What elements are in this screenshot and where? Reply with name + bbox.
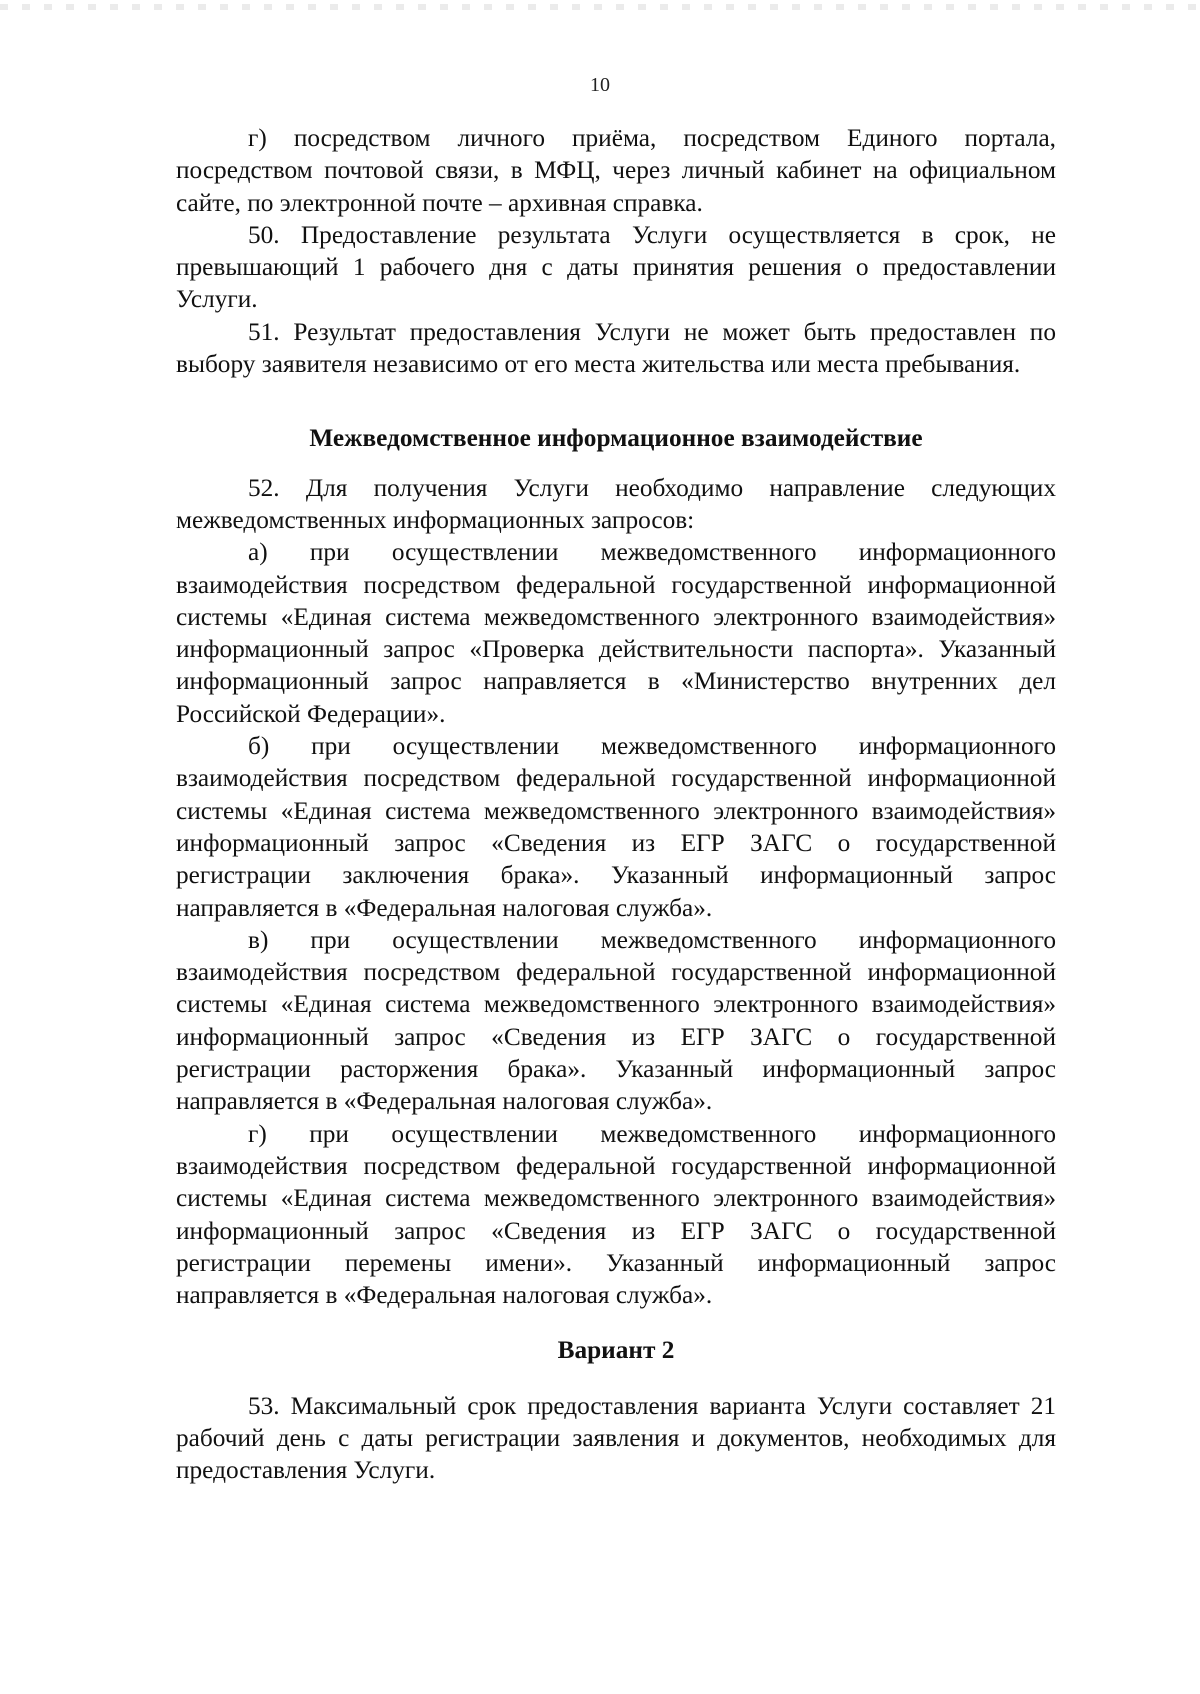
paragraph-50: 50. Предоставление результата Услуги осуществляется в срок, не превышающий 1 рабочего дня с даты принятия решения о предоставлении Услуги. [176,220,1056,314]
paragraph-52g: г) при осуществлении межведомственного информационного взаимодействия посредством федеральной государственной информационной системы «Единая система межведомственного электронного взаимодействия» информационный запрос «Сведения из ЕГР ЗАГС о государственной регистрации перемены имени». Указанный информационный запрос направляется в «Федеральная налоговая служба». [176,1119,1056,1310]
paragraph-52b: б) при осуществлении межведомственного информационного взаимодействия посредством федеральной государственной информационной системы «Единая система межведомственного электронного взаимодействия» информационный запрос «Сведения из ЕГР ЗАГС о государственной регистрации заключения брака». Указанный информационный запрос направляется в «Федеральная налоговая служба». [176,732,1056,922]
paragraph-51: 51. Результат предоставления Услуги не может быть предоставлен по выбору заявителя независимо от его места жительства или места пребывания. [176,317,1056,379]
section-heading-interagency: Межведомственное информационное взаимодействие [309,424,923,453]
paragraph-52a: а) при осуществлении межведомственного информационного взаимодействия посредством федеральной государственной информационной системы «Единая система межведомственного электронного взаимодействия» информационный запрос «Проверка действительности паспорта». Указанный информационный запрос направляется в «Министерство внутренних дел Российской Федерации». [176,538,1056,728]
page-number: 10 [590,74,610,96]
document-body [176,122,1056,1487]
paragraph-52v: в) при осуществлении межведомственного информационного взаимодействия посредством федеральной государственной информационной системы «Единая система межведомственного электронного взаимодействия» информационный запрос «Сведения из ЕГР ЗАГС о государственной регистрации расторжения брака». Указанный информационный запрос направляется в «Федеральная налоговая служба». [176,925,1056,1116]
section-heading-variant-2: Вариант 2 [557,1336,675,1365]
paragraph-53: 53. Максимальный срок предоставления варианта Услуги составляет 21 рабочий день с даты регистрации заявления и документов, необходимых для предоставления Услуги. [176,1391,1056,1485]
paragraph-52: 52. Для получения Услуги необходимо направление следующих межведомственных информационных запросов: [176,473,1056,534]
paragraph-49g: г) посредством личного приёма, посредством Единого портала, посредством почтовой связи, в МФЦ, через личный кабинет на официальном сайте, по электронной почте – архивная справка. [176,124,1056,217]
scan-artifact [0,4,1200,10]
